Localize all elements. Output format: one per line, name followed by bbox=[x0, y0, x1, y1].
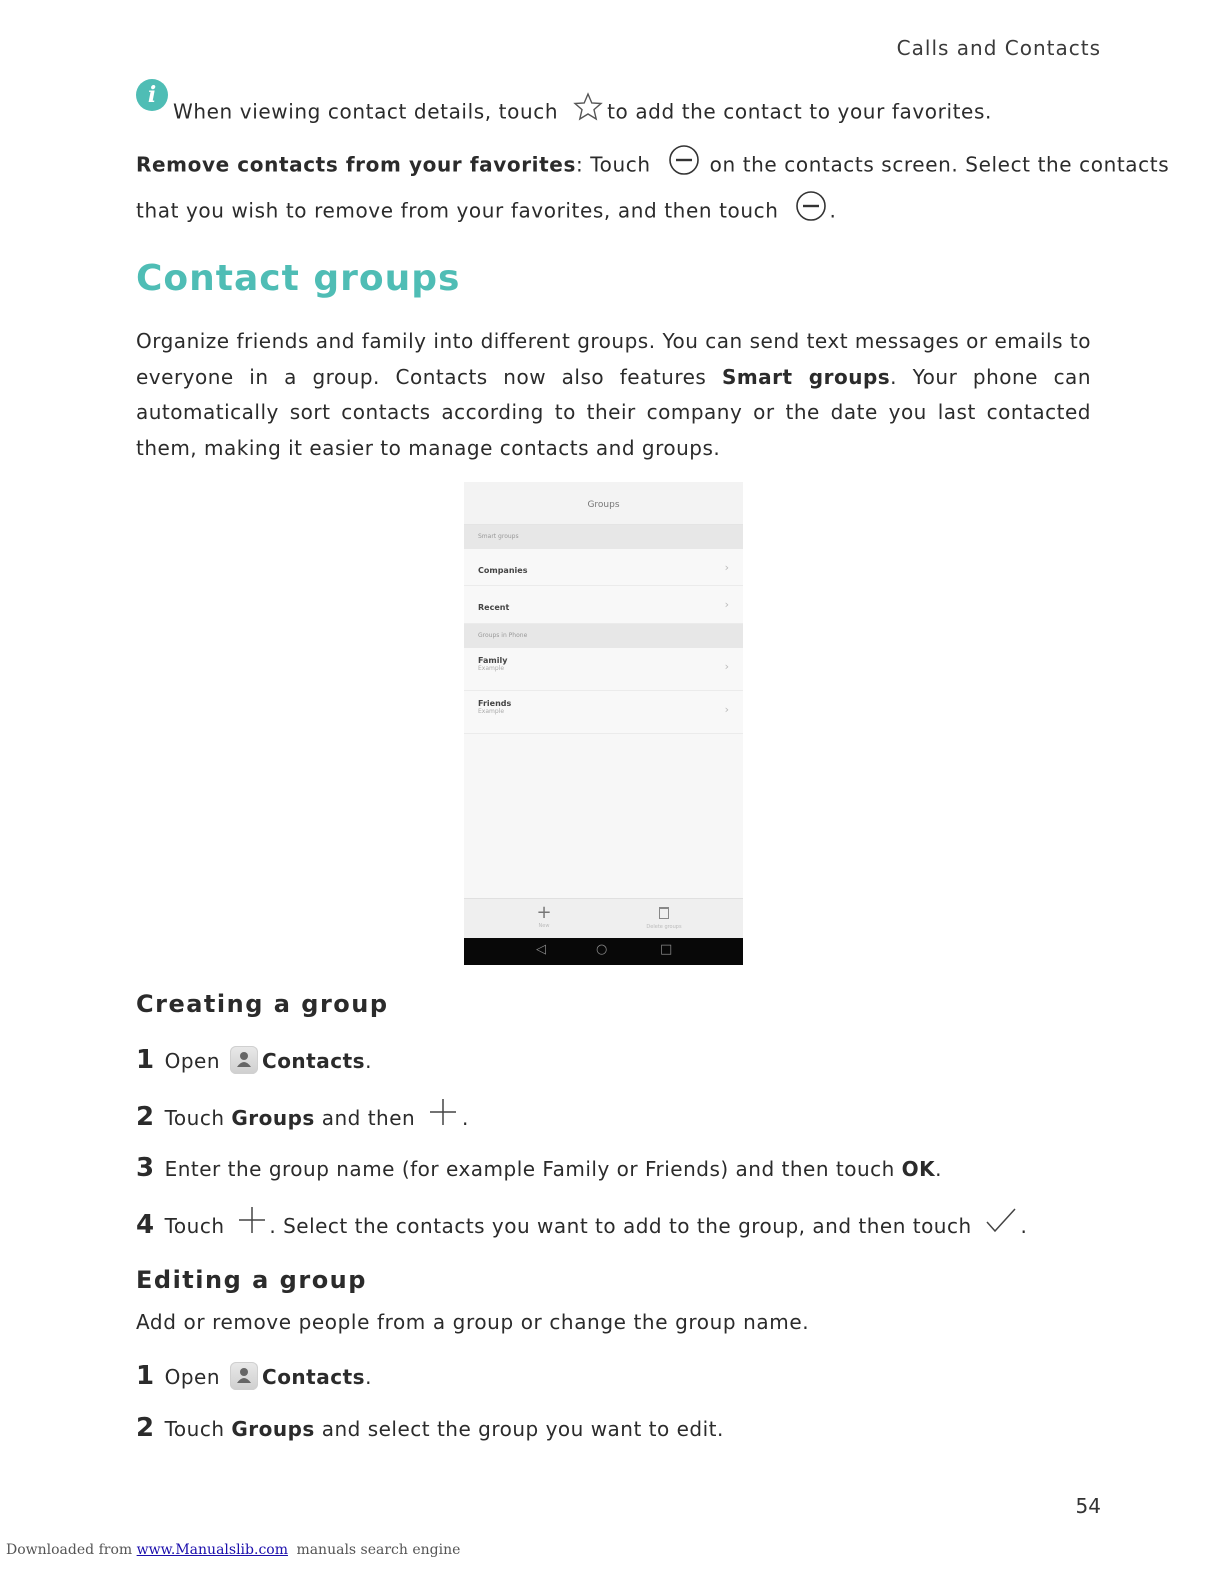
creating-group-title: Creating a group bbox=[136, 990, 389, 1018]
remove-touch: : Touch bbox=[575, 152, 651, 177]
group-name: Companies bbox=[478, 566, 528, 575]
step-end: . bbox=[462, 1106, 469, 1130]
page-number: 54 bbox=[1075, 1494, 1101, 1518]
contacts-app-icon bbox=[230, 1362, 258, 1390]
home-icon[interactable]: ○ bbox=[596, 942, 608, 957]
remove-rest: on the contacts screen. Select the contacts bbox=[709, 152, 1170, 177]
groups-toolbar bbox=[464, 898, 743, 939]
new-label: New bbox=[538, 923, 550, 929]
group-name: Recent bbox=[478, 603, 510, 612]
creating-step-2 bbox=[136, 1101, 469, 1138]
groups-term: Groups bbox=[231, 1106, 315, 1130]
remove-period: . bbox=[829, 198, 837, 223]
step-mid: . Select the contacts you want to add to the group, and then touch bbox=[269, 1214, 972, 1238]
plus-icon: + bbox=[536, 902, 552, 923]
step-end: . bbox=[365, 1049, 372, 1073]
minus-circle-icon bbox=[668, 144, 700, 182]
minus-circle-icon bbox=[795, 190, 827, 228]
groups-screenshot bbox=[464, 482, 743, 965]
remove-line-1 bbox=[136, 147, 1169, 185]
delete-groups-button[interactable] bbox=[634, 903, 694, 931]
manualslib-link[interactable]: www.Manualslib.com bbox=[136, 1542, 288, 1558]
plus-icon bbox=[237, 1205, 267, 1242]
smart-groups-header: Smart groups bbox=[464, 525, 743, 549]
editing-intro: Add or remove people from a group or change the group name. bbox=[136, 1310, 810, 1334]
group-name: Family bbox=[478, 656, 508, 665]
star-icon bbox=[573, 92, 603, 128]
group-count: Example bbox=[478, 665, 505, 672]
tip-after: to add the contact to your favorites. bbox=[607, 99, 992, 124]
phone-groups-header: Groups in Phone bbox=[464, 624, 743, 648]
trash-icon bbox=[659, 907, 669, 919]
footer-prefix: Downloaded from bbox=[6, 1542, 133, 1558]
groups-screen-title: Groups bbox=[464, 482, 743, 525]
editing-step-1 bbox=[136, 1362, 372, 1393]
group-count: Example bbox=[478, 708, 505, 715]
step-text: Touch bbox=[164, 1214, 225, 1238]
group-row-companies[interactable] bbox=[464, 549, 743, 586]
download-footer bbox=[6, 1542, 460, 1558]
remove-line-2-text: that you wish to remove from your favorites, and then touch bbox=[136, 198, 779, 223]
checkmark-icon bbox=[985, 1206, 1017, 1241]
step-end: . bbox=[935, 1157, 943, 1181]
chevron-right-icon: › bbox=[724, 561, 729, 574]
editing-step-2 bbox=[136, 1414, 724, 1443]
para-part-1: Organize friends and family into different groups. You can send text messages or emails to everyone in a group. Contacts now also features bbox=[136, 329, 1091, 389]
section-paragraph bbox=[136, 324, 1091, 466]
chapter-header: Calls and Contacts bbox=[896, 36, 1101, 60]
group-row-friends[interactable] bbox=[464, 691, 743, 734]
chevron-right-icon: › bbox=[724, 660, 729, 673]
step-mid: and then bbox=[321, 1106, 416, 1130]
tip-before: When viewing contact details, touch bbox=[173, 99, 559, 124]
creating-step-1 bbox=[136, 1046, 372, 1077]
contacts-app-name: Contacts bbox=[262, 1365, 366, 1389]
editing-group-title: Editing a group bbox=[136, 1266, 367, 1294]
step-mid: and select the group you want to edit. bbox=[321, 1417, 724, 1441]
delete-label: Delete groups bbox=[646, 924, 682, 930]
chevron-right-icon: › bbox=[724, 703, 729, 716]
back-icon[interactable]: ◁ bbox=[536, 942, 546, 957]
step-number: 3 bbox=[136, 1153, 155, 1183]
ok-term: OK bbox=[901, 1157, 936, 1181]
info-icon: i bbox=[136, 79, 168, 111]
groups-term: Groups bbox=[231, 1417, 315, 1441]
step-number: 2 bbox=[136, 1102, 155, 1132]
group-row-recent[interactable] bbox=[464, 586, 743, 624]
recents-icon[interactable]: □ bbox=[660, 942, 673, 957]
creating-step-4 bbox=[136, 1209, 1027, 1246]
step-text: Touch bbox=[164, 1417, 225, 1441]
step-number: 1 bbox=[136, 1045, 155, 1075]
remove-heading: Remove contacts from your favorites bbox=[136, 152, 576, 177]
plus-icon bbox=[428, 1097, 458, 1134]
step-text: Touch bbox=[164, 1106, 225, 1130]
footer-suffix: manuals search engine bbox=[296, 1542, 461, 1558]
step-text: Enter the group name (for example Family or Friends) and then touch bbox=[164, 1157, 895, 1181]
step-end: . bbox=[365, 1365, 372, 1389]
step-text: Open bbox=[164, 1049, 221, 1073]
step-number: 1 bbox=[136, 1361, 155, 1391]
chevron-right-icon: › bbox=[724, 598, 729, 611]
group-name: Friends bbox=[478, 699, 512, 708]
step-number: 4 bbox=[136, 1210, 155, 1240]
para-part-2: . Your phone can automatically sort contacts according to their company or the date you last contacted them, making it easier to manage contacts and groups. bbox=[136, 364, 1091, 460]
tip-text bbox=[173, 95, 992, 131]
step-number: 2 bbox=[136, 1413, 155, 1443]
contacts-app-name: Contacts bbox=[262, 1049, 366, 1073]
step-text: Open bbox=[164, 1365, 221, 1389]
creating-step-3 bbox=[136, 1154, 942, 1183]
android-nav-bar bbox=[464, 938, 743, 965]
step-end: . bbox=[1020, 1214, 1028, 1238]
remove-line-2 bbox=[136, 193, 836, 231]
smart-groups-term: Smart groups bbox=[721, 364, 891, 389]
new-group-button[interactable] bbox=[514, 903, 574, 930]
section-title: Contact groups bbox=[136, 258, 461, 299]
contacts-app-icon bbox=[230, 1046, 258, 1074]
group-row-family[interactable] bbox=[464, 648, 743, 691]
